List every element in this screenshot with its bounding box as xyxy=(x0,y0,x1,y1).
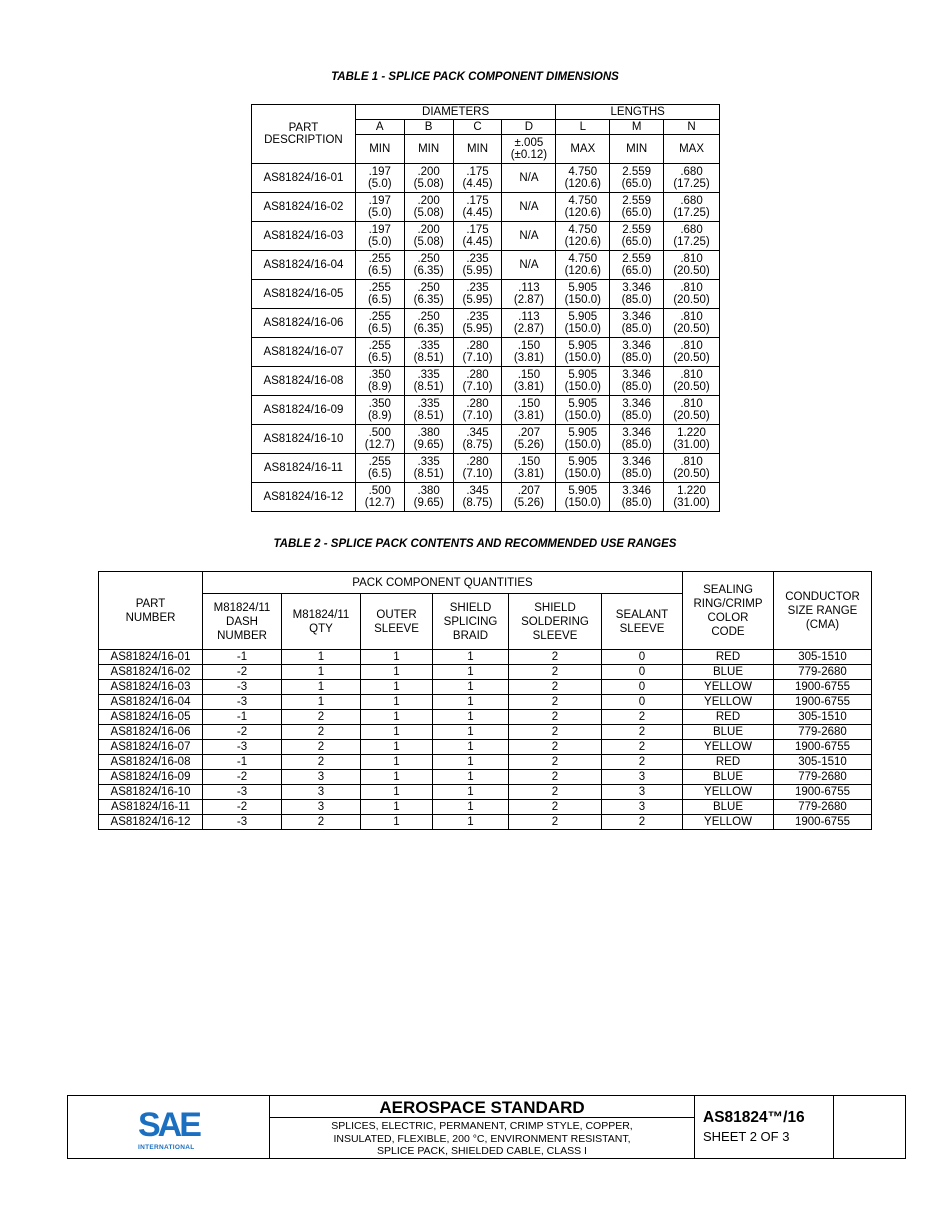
value-cell: 3 xyxy=(602,800,683,815)
value-cell: 1 xyxy=(361,815,433,830)
value-cell: N/A xyxy=(502,222,556,251)
title-block xyxy=(67,1095,906,1159)
column-header: A xyxy=(355,120,404,135)
value-cell: 0 xyxy=(602,665,683,680)
value-cell: YELLOW xyxy=(683,740,774,755)
value-cell: 779-2680 xyxy=(774,665,872,680)
value-cell: 1 xyxy=(361,725,433,740)
value-cell: .175 (4.45) xyxy=(453,193,502,222)
value-cell: .250 (6.35) xyxy=(404,280,453,309)
lengths-header: LENGTHS xyxy=(556,105,720,120)
value-cell: 779-2680 xyxy=(774,725,872,740)
value-cell: 1.220 (31.00) xyxy=(664,483,720,512)
value-cell: BLUE xyxy=(683,800,774,815)
table-row xyxy=(252,483,720,512)
value-cell: .197 (5.0) xyxy=(355,164,404,193)
value-cell: 5.905 (150.0) xyxy=(556,454,610,483)
document-number: AS81824™/16 xyxy=(703,1109,805,1126)
value-cell: 1 xyxy=(433,650,509,665)
value-cell: 1 xyxy=(361,770,433,785)
sae-logo: SAE xyxy=(138,1106,199,1144)
limit-header: MIN xyxy=(355,135,404,164)
dimensions-table xyxy=(251,104,720,512)
value-cell: 0 xyxy=(602,695,683,710)
value-cell: .250 (6.35) xyxy=(404,309,453,338)
conductor-range-header: CONDUCTOR SIZE RANGE (CMA) xyxy=(774,572,872,650)
value-cell: YELLOW xyxy=(683,785,774,800)
pack-quantities-header: PACK COMPONENT QUANTITIES xyxy=(203,572,683,594)
value-cell: 2 xyxy=(602,725,683,740)
value-cell: 1.220 (31.00) xyxy=(664,425,720,454)
value-cell: .335 (8.51) xyxy=(404,396,453,425)
part-cell: AS81824/16-04 xyxy=(252,251,356,280)
part-cell: AS81824/16-06 xyxy=(252,309,356,338)
value-cell: 1900-6755 xyxy=(774,785,872,800)
value-cell: 3.346 (85.0) xyxy=(610,338,664,367)
limit-header: MIN xyxy=(610,135,664,164)
value-cell: 1 xyxy=(282,695,361,710)
sae-logo-subtitle: INTERNATIONAL xyxy=(138,1144,195,1151)
value-cell: .255 (6.5) xyxy=(355,454,404,483)
value-cell: .810 (20.50) xyxy=(664,338,720,367)
part-cell: AS81824/16-09 xyxy=(252,396,356,425)
value-cell: 1 xyxy=(361,695,433,710)
table-row xyxy=(99,740,872,755)
value-cell: YELLOW xyxy=(683,815,774,830)
value-cell: 2 xyxy=(509,740,602,755)
table-row xyxy=(252,251,720,280)
value-cell: 0 xyxy=(602,650,683,665)
value-cell: 2 xyxy=(282,725,361,740)
value-cell: .280 (7.10) xyxy=(453,367,502,396)
table-row xyxy=(252,164,720,193)
value-cell: 3 xyxy=(602,785,683,800)
value-cell: 2.559 (65.0) xyxy=(610,251,664,280)
value-cell: 2 xyxy=(509,695,602,710)
value-cell: 1900-6755 xyxy=(774,740,872,755)
value-cell: 2 xyxy=(602,755,683,770)
value-cell: 1 xyxy=(433,680,509,695)
value-cell: .380 (9.65) xyxy=(404,425,453,454)
value-cell: .810 (20.50) xyxy=(664,309,720,338)
value-cell: -3 xyxy=(203,740,282,755)
part-cell: AS81824/16-11 xyxy=(99,800,203,815)
part-cell: AS81824/16-07 xyxy=(252,338,356,367)
value-cell: 1900-6755 xyxy=(774,680,872,695)
value-cell: 1 xyxy=(361,665,433,680)
value-cell: 2 xyxy=(509,755,602,770)
part-cell: AS81824/16-11 xyxy=(252,454,356,483)
value-cell: .235 (5.95) xyxy=(453,309,502,338)
limit-header: ±.005 (±0.12) xyxy=(502,135,556,164)
value-cell: 2 xyxy=(602,740,683,755)
value-cell: 2 xyxy=(509,725,602,740)
table1-caption: TABLE 1 - SPLICE PACK COMPONENT DIMENSIONS xyxy=(331,71,619,83)
value-cell: 305-1510 xyxy=(774,755,872,770)
part-cell: AS81824/16-03 xyxy=(252,222,356,251)
value-cell: -3 xyxy=(203,815,282,830)
standard-subtitle: SPLICES, ELECTRIC, PERMANENT, CRIMP STYLE, COPPER, INSULATED, FLEXIBLE, 200 °C, ENVIRONMENT RESISTANT, SPLICE PACK, SHIELDED CABLE, CLASS I xyxy=(331,1120,633,1157)
table2-caption: TABLE 2 - SPLICE PACK CONTENTS AND RECOMMENDED USE RANGES xyxy=(273,538,677,550)
value-cell: RED xyxy=(683,650,774,665)
value-cell: 5.905 (150.0) xyxy=(556,425,610,454)
value-cell: BLUE xyxy=(683,725,774,740)
value-cell: 0 xyxy=(602,680,683,695)
part-cell: AS81824/16-02 xyxy=(252,193,356,222)
value-cell: .197 (5.0) xyxy=(355,193,404,222)
value-cell: .113 (2.87) xyxy=(502,309,556,338)
value-cell: 1 xyxy=(361,800,433,815)
value-cell: -1 xyxy=(203,710,282,725)
part-cell: AS81824/16-06 xyxy=(99,725,203,740)
table-row xyxy=(252,193,720,222)
value-cell: .810 (20.50) xyxy=(664,251,720,280)
limit-header: MIN xyxy=(453,135,502,164)
value-cell: 3.346 (85.0) xyxy=(610,367,664,396)
value-cell: 4.750 (120.6) xyxy=(556,222,610,251)
table-row xyxy=(99,650,872,665)
value-cell: 1900-6755 xyxy=(774,695,872,710)
value-cell: BLUE xyxy=(683,770,774,785)
value-cell: .150 (3.81) xyxy=(502,338,556,367)
value-cell: 1 xyxy=(361,785,433,800)
value-cell: -3 xyxy=(203,785,282,800)
standard-title: AEROSPACE STANDARD xyxy=(270,1096,694,1118)
limit-header: MIN xyxy=(404,135,453,164)
value-cell: 1 xyxy=(361,710,433,725)
table-row xyxy=(252,309,720,338)
value-cell: .350 (8.9) xyxy=(355,396,404,425)
value-cell: 305-1510 xyxy=(774,710,872,725)
value-cell: 3.346 (85.0) xyxy=(610,425,664,454)
value-cell: 779-2680 xyxy=(774,800,872,815)
part-cell: AS81824/16-01 xyxy=(99,650,203,665)
value-cell: .345 (8.75) xyxy=(453,483,502,512)
value-cell: .200 (5.08) xyxy=(404,164,453,193)
document-cell xyxy=(695,1096,834,1158)
part-cell: AS81824/16-12 xyxy=(99,815,203,830)
part-cell: AS81824/16-12 xyxy=(252,483,356,512)
value-cell: 1900-6755 xyxy=(774,815,872,830)
value-cell: 2 xyxy=(509,770,602,785)
part-cell: AS81824/16-10 xyxy=(99,785,203,800)
value-cell: 1 xyxy=(433,770,509,785)
part-cell: AS81824/16-04 xyxy=(99,695,203,710)
value-cell: 2 xyxy=(509,710,602,725)
value-cell: .113 (2.87) xyxy=(502,280,556,309)
value-cell: -1 xyxy=(203,755,282,770)
table-row xyxy=(252,396,720,425)
value-cell: 1 xyxy=(361,680,433,695)
table-row xyxy=(99,770,872,785)
table-row xyxy=(99,815,872,830)
value-cell: .280 (7.10) xyxy=(453,454,502,483)
value-cell: BLUE xyxy=(683,665,774,680)
value-cell: N/A xyxy=(502,164,556,193)
value-cell: 2 xyxy=(509,815,602,830)
value-cell: .335 (8.51) xyxy=(404,454,453,483)
value-cell: 1 xyxy=(433,725,509,740)
part-cell: AS81824/16-05 xyxy=(252,280,356,309)
value-cell: 1 xyxy=(282,650,361,665)
value-cell: 5.905 (150.0) xyxy=(556,483,610,512)
value-cell: .255 (6.5) xyxy=(355,309,404,338)
column-header: C xyxy=(453,120,502,135)
value-cell: 1 xyxy=(433,710,509,725)
value-cell: 3 xyxy=(602,770,683,785)
value-cell: 3 xyxy=(282,785,361,800)
value-cell: 2 xyxy=(509,785,602,800)
value-cell: .280 (7.10) xyxy=(453,338,502,367)
value-cell: 3.346 (85.0) xyxy=(610,396,664,425)
value-cell: RED xyxy=(683,755,774,770)
value-cell: .150 (3.81) xyxy=(502,454,556,483)
table-row xyxy=(99,725,872,740)
table-row xyxy=(252,280,720,309)
value-cell: 1 xyxy=(433,665,509,680)
value-cell: 1 xyxy=(433,740,509,755)
value-cell: 779-2680 xyxy=(774,770,872,785)
value-cell: 5.905 (150.0) xyxy=(556,338,610,367)
value-cell: -2 xyxy=(203,725,282,740)
diameters-header: DIAMETERS xyxy=(355,105,556,120)
value-cell: 3.346 (85.0) xyxy=(610,309,664,338)
value-cell: .810 (20.50) xyxy=(664,280,720,309)
value-cell: 5.905 (150.0) xyxy=(556,396,610,425)
value-cell: .500 (12.7) xyxy=(355,425,404,454)
value-cell: 1 xyxy=(282,680,361,695)
value-cell: -3 xyxy=(203,680,282,695)
value-cell: .810 (20.50) xyxy=(664,396,720,425)
value-cell: 305-1510 xyxy=(774,650,872,665)
value-cell: 5.905 (150.0) xyxy=(556,280,610,309)
value-cell: 4.750 (120.6) xyxy=(556,193,610,222)
value-cell: 1 xyxy=(361,650,433,665)
value-cell: .175 (4.45) xyxy=(453,164,502,193)
value-cell: .255 (6.5) xyxy=(355,251,404,280)
value-cell: 3 xyxy=(282,770,361,785)
value-cell: .335 (8.51) xyxy=(404,367,453,396)
part-cell: AS81824/16-01 xyxy=(252,164,356,193)
value-cell: 1 xyxy=(361,755,433,770)
value-cell: .200 (5.08) xyxy=(404,193,453,222)
value-cell: -2 xyxy=(203,770,282,785)
value-cell: .207 (5.26) xyxy=(502,483,556,512)
table-row xyxy=(252,425,720,454)
value-cell: 2.559 (65.0) xyxy=(610,222,664,251)
component-header: M81824/11 DASH NUMBER xyxy=(203,594,282,650)
component-header: M81824/11 QTY xyxy=(282,594,361,650)
value-cell: .345 (8.75) xyxy=(453,425,502,454)
value-cell: .235 (5.95) xyxy=(453,251,502,280)
table-row xyxy=(99,710,872,725)
component-header: SEALANT SLEEVE xyxy=(602,594,683,650)
value-cell: 2 xyxy=(282,755,361,770)
value-cell: 3.346 (85.0) xyxy=(610,280,664,309)
value-cell: N/A xyxy=(502,251,556,280)
value-cell: 1 xyxy=(433,755,509,770)
part-number-header: PART NUMBER xyxy=(99,572,203,650)
part-cell: AS81824/16-05 xyxy=(99,710,203,725)
value-cell: 1 xyxy=(433,695,509,710)
value-cell: 1 xyxy=(433,800,509,815)
part-cell: AS81824/16-07 xyxy=(99,740,203,755)
value-cell: 2 xyxy=(509,665,602,680)
value-cell: .200 (5.08) xyxy=(404,222,453,251)
value-cell: 2 xyxy=(282,815,361,830)
value-cell: 2 xyxy=(282,740,361,755)
column-header: B xyxy=(404,120,453,135)
table-row xyxy=(252,338,720,367)
table-row xyxy=(99,800,872,815)
value-cell: YELLOW xyxy=(683,680,774,695)
contents-table xyxy=(98,571,872,830)
value-cell: .335 (8.51) xyxy=(404,338,453,367)
value-cell: .197 (5.0) xyxy=(355,222,404,251)
column-header: M xyxy=(610,120,664,135)
part-cell: AS81824/16-08 xyxy=(99,755,203,770)
value-cell: .207 (5.26) xyxy=(502,425,556,454)
value-cell: 4.750 (120.6) xyxy=(556,164,610,193)
part-description-header: PART DESCRIPTION xyxy=(252,105,356,164)
value-cell: .350 (8.9) xyxy=(355,367,404,396)
color-code-header: SEALING RING/CRIMP COLOR CODE xyxy=(683,572,774,650)
part-cell: AS81824/16-02 xyxy=(99,665,203,680)
sheet-number: SHEET 2 OF 3 xyxy=(703,1129,790,1144)
value-cell: .810 (20.50) xyxy=(664,454,720,483)
logo-cell xyxy=(68,1096,270,1158)
value-cell: .810 (20.50) xyxy=(664,367,720,396)
value-cell: 2 xyxy=(509,680,602,695)
component-header: SHIELD SPLICING BRAID xyxy=(433,594,509,650)
title-cell xyxy=(270,1096,695,1158)
part-cell: AS81824/16-10 xyxy=(252,425,356,454)
value-cell: 5.905 (150.0) xyxy=(556,309,610,338)
value-cell: 3.346 (85.0) xyxy=(610,454,664,483)
table-row xyxy=(99,755,872,770)
table-row xyxy=(252,222,720,251)
table-row xyxy=(99,680,872,695)
column-header: D xyxy=(502,120,556,135)
value-cell: 1 xyxy=(433,815,509,830)
limit-header: MAX xyxy=(556,135,610,164)
value-cell: .235 (5.95) xyxy=(453,280,502,309)
table-row xyxy=(252,367,720,396)
value-cell: .280 (7.10) xyxy=(453,396,502,425)
table-row xyxy=(252,454,720,483)
value-cell: 2 xyxy=(509,800,602,815)
value-cell: .150 (3.81) xyxy=(502,367,556,396)
value-cell: .680 (17.25) xyxy=(664,222,720,251)
value-cell: .680 (17.25) xyxy=(664,164,720,193)
value-cell: 2.559 (65.0) xyxy=(610,164,664,193)
value-cell: 1 xyxy=(282,665,361,680)
value-cell: 2.559 (65.0) xyxy=(610,193,664,222)
value-cell: .250 (6.35) xyxy=(404,251,453,280)
value-cell: -2 xyxy=(203,800,282,815)
value-cell: 1 xyxy=(361,740,433,755)
column-header: L xyxy=(556,120,610,135)
value-cell: 4.750 (120.6) xyxy=(556,251,610,280)
part-cell: AS81824/16-03 xyxy=(99,680,203,695)
value-cell: 2 xyxy=(282,710,361,725)
value-cell: .150 (3.81) xyxy=(502,396,556,425)
value-cell: 3.346 (85.0) xyxy=(610,483,664,512)
table-row xyxy=(99,665,872,680)
value-cell: .255 (6.5) xyxy=(355,280,404,309)
part-cell: AS81824/16-09 xyxy=(99,770,203,785)
value-cell: RED xyxy=(683,710,774,725)
value-cell: 1 xyxy=(433,785,509,800)
value-cell: 2 xyxy=(602,710,683,725)
value-cell: 2 xyxy=(509,650,602,665)
value-cell: 5.905 (150.0) xyxy=(556,367,610,396)
value-cell: YELLOW xyxy=(683,695,774,710)
component-header: SHIELD SOLDERING SLEEVE xyxy=(509,594,602,650)
table-row xyxy=(99,695,872,710)
limit-header: MAX xyxy=(664,135,720,164)
value-cell: -3 xyxy=(203,695,282,710)
value-cell: 2 xyxy=(602,815,683,830)
column-header: N xyxy=(664,120,720,135)
value-cell: N/A xyxy=(502,193,556,222)
table-row xyxy=(99,785,872,800)
value-cell: .500 (12.7) xyxy=(355,483,404,512)
value-cell: -1 xyxy=(203,650,282,665)
value-cell: 3 xyxy=(282,800,361,815)
value-cell: .255 (6.5) xyxy=(355,338,404,367)
value-cell: .380 (9.65) xyxy=(404,483,453,512)
component-header: OUTER SLEEVE xyxy=(361,594,433,650)
part-cell: AS81824/16-08 xyxy=(252,367,356,396)
value-cell: -2 xyxy=(203,665,282,680)
value-cell: .175 (4.45) xyxy=(453,222,502,251)
value-cell: .680 (17.25) xyxy=(664,193,720,222)
